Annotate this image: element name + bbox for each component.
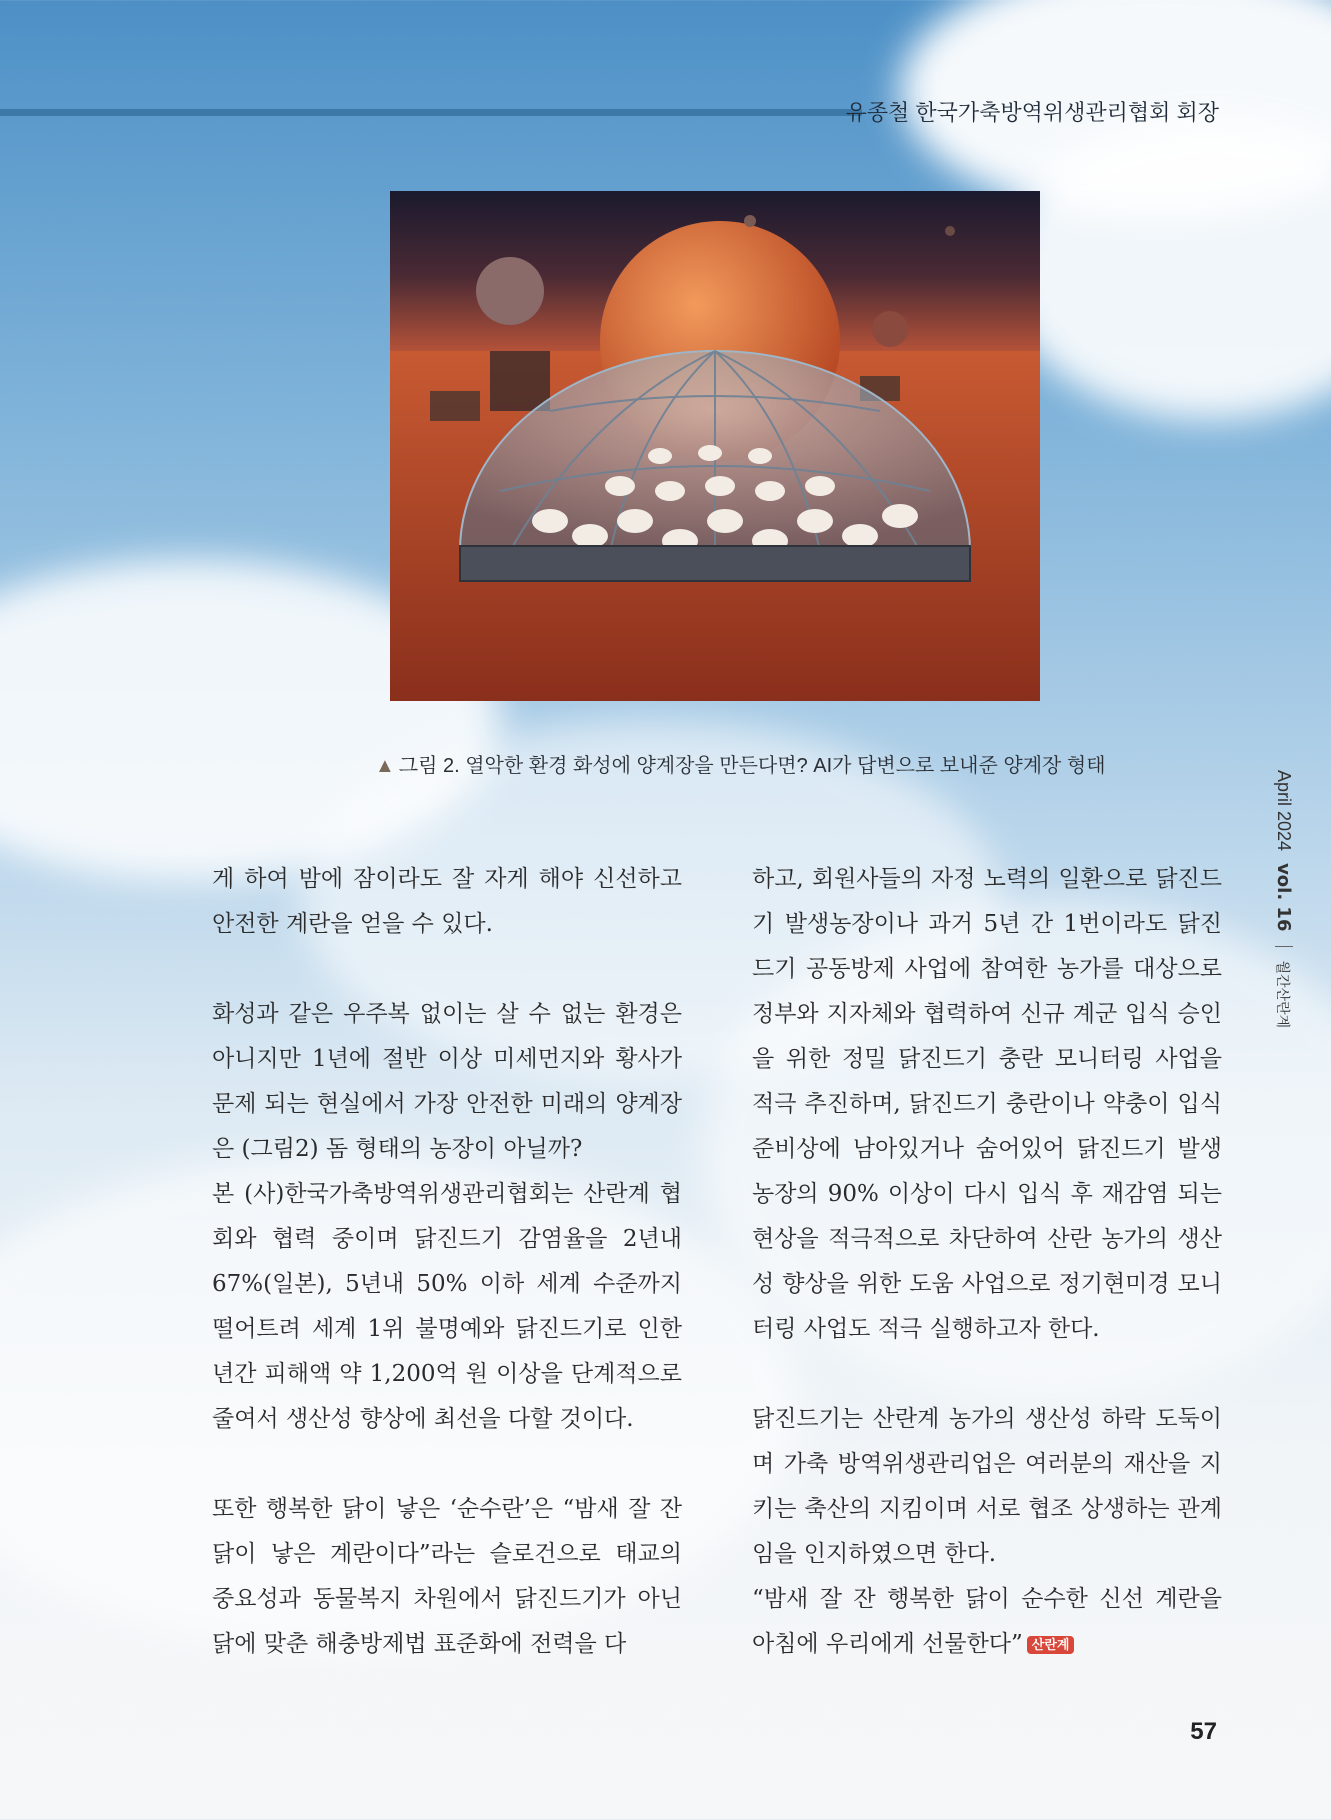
issue-volume: vol. 16 (1273, 863, 1294, 932)
paragraph: 화성과 같은 우주복 없이는 살 수 없는 환경은 아니지만 1년에 절반 이상 미세먼지와 황사가 문제 되는 현실에서 가장 안전한 미래의 양계장은 (그림2) 돔 형태의 농장이 아닐까? (212, 1001, 682, 1162)
issue-date: April 2024 (1274, 770, 1294, 852)
triangle-icon: ▲ (375, 755, 395, 777)
body-column-left (212, 857, 682, 1667)
header-rule (0, 109, 862, 116)
page-number: 57 (1190, 1718, 1217, 1745)
end-mark-badge: 산란계 (1027, 1636, 1075, 1654)
mars-dome-illustration (390, 191, 1040, 701)
body-column-right (752, 857, 1222, 1667)
closing-quote-text: “밤새 잘 잔 행복한 닭이 순수한 신선 계란을 아침에 우리에게 선물한다” (752, 1586, 1222, 1657)
paragraph: 게 하여 밤에 잠이라도 잘 자게 해야 신선하고 안전한 계란을 얻을 수 있다. (212, 866, 682, 937)
closing-quote (752, 1577, 1222, 1667)
magazine-name: 월간산란계 (1275, 960, 1291, 1029)
figure-image-mars-dome-farm (390, 191, 1040, 701)
divider (1275, 946, 1293, 947)
figure-caption-text: 그림 2. 열악한 환경 화성에 양계장을 만든다면? AI가 답변으로 보내준 양계장 형태 (398, 755, 1106, 777)
header-author: 유종철 한국가축방역위생관리협회 회장 (845, 100, 1219, 125)
side-issue-label (1273, 770, 1294, 1028)
paragraph: 또한 행복한 닭이 낳은 ‘순수란’은 “밤새 잘 잔 닭이 낳은 계란이다”라는 슬로건으로 태교의 중요성과 동물복지 차원에서 닭진드기가 아닌 닭에 맞춘 해충방제법 표준화에 전력을 다 (212, 1496, 682, 1657)
paragraph: 본 (사)한국가축방역위생관리협회는 산란계 협회와 협력 중이며 닭진드기 감염율을 2년내 67%(일본), 5년내 50% 이하 세계 수준까지 떨어트려 세계 1위 불명예와 닭진드기로 인한 년간 피해액 약 1,200억 원 이상을 단계적으로 줄여서 생산성 향상에 최선을 다할 것이다. (212, 1181, 682, 1432)
figure-caption (375, 749, 1106, 778)
paragraph: 닭진드기는 산란계 농가의 생산성 하락 도둑이며 가축 방역위생관리업은 여러분의 재산을 지키는 축산의 지킴이며 서로 협조 상생하는 관계임을 인지하였으면 한다. (752, 1406, 1222, 1567)
paragraph: 하고, 회원사들의 자정 노력의 일환으로 닭진드기 발생농장이나 과거 5년 간 1번이라도 닭진드기 공동방제 사업에 참여한 농가를 대상으로 정부와 지자체와 협력하여 신규 계군 입식 승인을 위한 정밀 닭진드기 충란 모니터링 사업을 적극 추진하며, 닭진드기 충란이나 약충이 입식 준비상에 남아있거나 숨어있어 닭진드기 발생 농장의 90% 이상이 다시 입식 후 재감염 되는 현상을 적극적으로 차단하여 산란 농가의 생산성 향상을 위한 도움 사업으로 정기현미경 모니터링 사업도 적극 실행하고자 한다. (752, 866, 1222, 1342)
